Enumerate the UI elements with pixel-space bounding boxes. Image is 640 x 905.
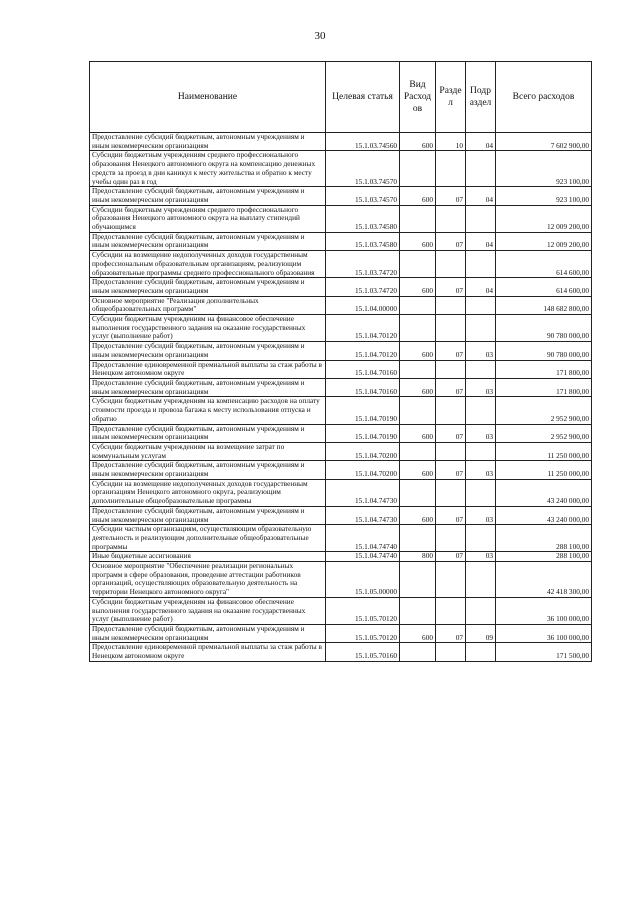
row-name: Предоставление субсидий бюджетным, автономным учреждениям и иным некоммерческим организациям	[90, 187, 326, 205]
header-target: Целевая статья	[326, 62, 400, 133]
row-target: 15.1.03.74720	[326, 251, 400, 278]
row-total: 36 100 000,00	[496, 624, 592, 642]
row-subsection: 04	[466, 232, 496, 250]
table-row	[90, 133, 592, 151]
row-total: 90 780 000,00	[496, 342, 592, 360]
row-target: 15.1.03.74580	[326, 205, 400, 232]
row-target: 15.1.04.70190	[326, 424, 400, 442]
row-subsection	[466, 525, 496, 552]
table-row	[90, 296, 592, 314]
row-type	[400, 442, 436, 460]
row-subsection: 09	[466, 624, 496, 642]
row-subsection: 04	[466, 278, 496, 296]
row-type	[400, 597, 436, 624]
row-total: 2 952 900,00	[496, 424, 592, 442]
row-section	[436, 251, 466, 278]
row-subsection	[466, 597, 496, 624]
row-target: 15.1.05.70120	[326, 624, 400, 642]
row-target: 15.1.03.74580	[326, 232, 400, 250]
row-name: Субсидии на возмещение недополученных доходов государственным организациям Ненецкого автономного округа, реализующим дополнительные общеобразовательные программы	[90, 479, 326, 506]
table-row	[90, 187, 592, 205]
row-target: 15.1.04.70200	[326, 442, 400, 460]
row-type	[400, 525, 436, 552]
row-type	[400, 562, 436, 598]
table-row	[90, 397, 592, 424]
table-row	[90, 525, 592, 552]
row-section: 10	[436, 133, 466, 151]
page-number: 30	[314, 30, 326, 42]
row-target: 15.1.04.70120	[326, 315, 400, 342]
row-type: 600	[400, 424, 436, 442]
row-subsection: 03	[466, 552, 496, 562]
row-total: 11 250 000,00	[496, 442, 592, 460]
row-type	[400, 397, 436, 424]
row-name: Предоставление субсидий бюджетным, автономным учреждениям и иным некоммерческим организациям	[90, 278, 326, 296]
row-subsection	[466, 360, 496, 378]
header-type: Вид Расход ов	[400, 62, 436, 133]
row-type: 600	[400, 461, 436, 479]
row-total: 12 009 200,00	[496, 232, 592, 250]
table-row	[90, 232, 592, 250]
row-name: Предоставление субсидий бюджетным, автономным учреждениям и иным некоммерческим организациям	[90, 378, 326, 396]
table-row	[90, 205, 592, 232]
row-section: 07	[436, 187, 466, 205]
table-row	[90, 360, 592, 378]
row-type: 600	[400, 278, 436, 296]
table-row	[90, 461, 592, 479]
row-section: 07	[436, 378, 466, 396]
table-row	[90, 552, 592, 562]
row-target: 15.1.05.70160	[326, 643, 400, 661]
row-target: 15.1.03.74720	[326, 278, 400, 296]
row-name: Субсидии бюджетным учреждениям на финансовое обеспечение выполнения государственного задания на оказание государственных услуг (выполнение работ)	[90, 315, 326, 342]
row-subsection: 03	[466, 461, 496, 479]
row-name: Субсидии бюджетным учреждениям на финансовое обеспечение выполнения государственного задания на оказание государственных услуг (выполнение работ)	[90, 597, 326, 624]
row-type	[400, 151, 436, 187]
row-subsection: 03	[466, 506, 496, 524]
row-type	[400, 315, 436, 342]
row-total: 2 952 900,00	[496, 397, 592, 424]
row-name: Предоставление субсидий бюджетным, автономным учреждениям и иным некоммерческим организациям	[90, 461, 326, 479]
row-name: Субсидии бюджетным учреждениям среднего профессионального образования Ненецкого автономного округа на выплату стипендий обучающимся	[90, 205, 326, 232]
row-total: 36 100 000,00	[496, 597, 592, 624]
row-target: 15.1.04.74740	[326, 525, 400, 552]
row-total: 171 800,00	[496, 378, 592, 396]
row-section: 07	[436, 232, 466, 250]
row-section	[436, 151, 466, 187]
row-name: Иные бюджетные ассигнования	[90, 552, 326, 562]
budget-table	[89, 61, 592, 662]
row-target: 15.1.05.00000	[326, 562, 400, 598]
row-subsection	[466, 205, 496, 232]
row-target: 15.1.04.00000	[326, 296, 400, 314]
row-name: Предоставление субсидий бюджетным, автономным учреждениям и иным некоммерческим организациям	[90, 133, 326, 151]
header-name: Наименование	[90, 62, 326, 133]
row-target: 15.1.04.70190	[326, 397, 400, 424]
row-name: Основное мероприятие "Реализация дополнительных общеобразовательных программ"	[90, 296, 326, 314]
row-type	[400, 479, 436, 506]
row-subsection: 03	[466, 424, 496, 442]
table-row	[90, 506, 592, 524]
table-row	[90, 424, 592, 442]
row-subsection	[466, 315, 496, 342]
row-total: 614 600,00	[496, 251, 592, 278]
row-target: 15.1.03.74570	[326, 187, 400, 205]
row-target: 15.1.04.70200	[326, 461, 400, 479]
row-name: Субсидии частным организациям, осуществляющим образовательную деятельность и реализующим дополнительные общеобразовательные программы	[90, 525, 326, 552]
table-row	[90, 378, 592, 396]
row-subsection	[466, 479, 496, 506]
row-subsection	[466, 643, 496, 661]
row-total: 923 100,00	[496, 187, 592, 205]
row-section	[436, 442, 466, 460]
row-section	[436, 315, 466, 342]
row-section	[436, 205, 466, 232]
row-type	[400, 360, 436, 378]
table-body	[90, 133, 592, 662]
row-total: 42 418 300,00	[496, 562, 592, 598]
row-section	[436, 479, 466, 506]
row-total: 148 682 800,00	[496, 296, 592, 314]
row-name: Предоставление единовременной премиальной выплаты за стаж работы в Ненецком автономном округе	[90, 360, 326, 378]
row-target: 15.1.04.70160	[326, 360, 400, 378]
row-subsection	[466, 296, 496, 314]
row-type: 600	[400, 342, 436, 360]
row-total: 171 500,00	[496, 643, 592, 661]
row-section: 07	[436, 424, 466, 442]
row-total: 288 100,00	[496, 525, 592, 552]
row-type: 600	[400, 624, 436, 642]
row-section: 07	[436, 624, 466, 642]
row-target: 15.1.04.70120	[326, 342, 400, 360]
row-section	[436, 296, 466, 314]
row-total: 614 600,00	[496, 278, 592, 296]
row-name: Предоставление единовременной премиальной выплаты за стаж работы в Ненецком автономном округе	[90, 643, 326, 661]
row-type: 600	[400, 133, 436, 151]
row-subsection	[466, 151, 496, 187]
row-type: 600	[400, 232, 436, 250]
table-row	[90, 597, 592, 624]
row-section	[436, 360, 466, 378]
row-subsection	[466, 251, 496, 278]
row-target: 15.1.04.74740	[326, 552, 400, 562]
row-type: 600	[400, 187, 436, 205]
row-section: 07	[436, 552, 466, 562]
row-target: 15.1.04.74730	[326, 479, 400, 506]
row-subsection: 03	[466, 342, 496, 360]
row-subsection	[466, 397, 496, 424]
row-section: 07	[436, 342, 466, 360]
row-total: 90 780 000,00	[496, 315, 592, 342]
row-section: 07	[436, 506, 466, 524]
row-target: 15.1.03.74560	[326, 133, 400, 151]
row-name: Предоставление субсидий бюджетным, автономным учреждениям и иным некоммерческим организациям	[90, 424, 326, 442]
row-name: Предоставление субсидий бюджетным, автономным учреждениям и иным некоммерческим организациям	[90, 506, 326, 524]
table-row	[90, 315, 592, 342]
table-row	[90, 278, 592, 296]
row-subsection: 04	[466, 133, 496, 151]
row-type: 600	[400, 378, 436, 396]
row-name: Основное мероприятие "Обеспечение реализации региональных программ в сфере образования, проведение аттестации работников организаций, осуществляющих образовательную деятельность на территории Ненецкого автономного округа"	[90, 562, 326, 598]
row-subsection	[466, 562, 496, 598]
row-subsection	[466, 442, 496, 460]
row-type: 600	[400, 506, 436, 524]
row-name: Субсидии бюджетным учреждениям среднего профессионального образования Ненецкого автономного округа на компенсацию денежных средств за проезд в дни каникул к месту жительства и обратно к месту учебы один раз в год	[90, 151, 326, 187]
table-row	[90, 342, 592, 360]
row-total: 12 009 200,00	[496, 205, 592, 232]
row-section: 07	[436, 278, 466, 296]
table-row	[90, 624, 592, 642]
header-row	[90, 62, 592, 133]
row-total: 7 602 900,00	[496, 133, 592, 151]
row-type	[400, 205, 436, 232]
row-name: Субсидии бюджетным учреждениям на компенсацию расходов на оплату стоимости проезда и провоза багажа к месту использования отпуска и обратно	[90, 397, 326, 424]
row-section	[436, 562, 466, 598]
row-section	[436, 525, 466, 552]
header-subsection: Подр аздел	[466, 62, 496, 133]
table-row	[90, 643, 592, 661]
table-row	[90, 251, 592, 278]
row-target: 15.1.04.74730	[326, 506, 400, 524]
row-subsection: 03	[466, 378, 496, 396]
header-section: Разде л	[436, 62, 466, 133]
table-row	[90, 151, 592, 187]
row-name: Предоставление субсидий бюджетным, автономным учреждениям и иным некоммерческим организациям	[90, 342, 326, 360]
row-section	[436, 597, 466, 624]
row-name: Предоставление субсидий бюджетным, автономным учреждениям и иным некоммерческим организациям	[90, 232, 326, 250]
row-subsection: 04	[466, 187, 496, 205]
row-name: Субсидии на возмещение недополученных доходов государственным профессиональным образовательным организациям, реализующим образовательные программы среднего профессионального образования	[90, 251, 326, 278]
row-type: 800	[400, 552, 436, 562]
row-type	[400, 643, 436, 661]
table-row	[90, 562, 592, 598]
table-row	[90, 442, 592, 460]
row-name: Предоставление субсидий бюджетным, автономным учреждениям и иным некоммерческим организациям	[90, 624, 326, 642]
row-total: 923 100,00	[496, 151, 592, 187]
row-name: Субсидии бюджетным учреждениям на возмещение затрат по коммунальным услугам	[90, 442, 326, 460]
row-target: 15.1.04.70160	[326, 378, 400, 396]
row-type	[400, 251, 436, 278]
row-total: 171 800,00	[496, 360, 592, 378]
row-section	[436, 397, 466, 424]
row-section: 07	[436, 461, 466, 479]
row-target: 15.1.03.74570	[326, 151, 400, 187]
row-total: 43 240 000,00	[496, 479, 592, 506]
row-section	[436, 643, 466, 661]
row-type	[400, 296, 436, 314]
row-total: 43 240 000,00	[496, 506, 592, 524]
header-total: Всего расходов	[496, 62, 592, 133]
row-total: 11 250 000,00	[496, 461, 592, 479]
table-row	[90, 479, 592, 506]
row-total: 288 100,00	[496, 552, 592, 562]
row-target: 15.1.05.70120	[326, 597, 400, 624]
